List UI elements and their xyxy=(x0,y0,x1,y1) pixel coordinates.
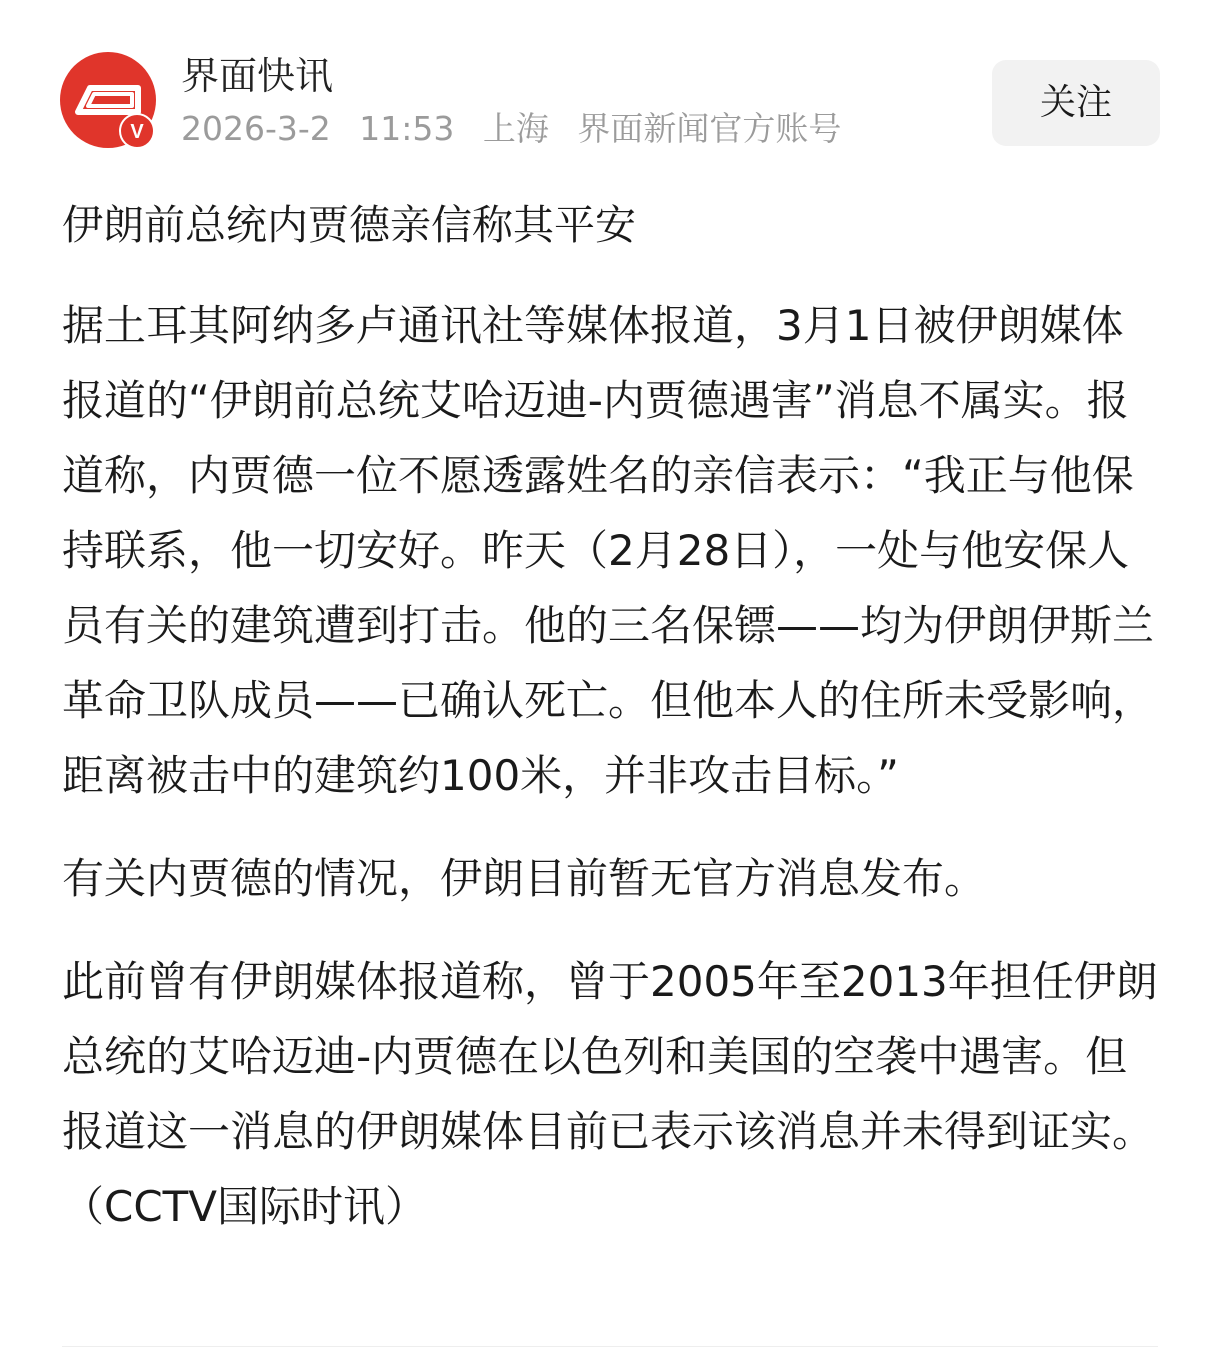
svg-text:V: V xyxy=(130,121,144,143)
article-paragraph: 有关内贾德的情况，伊朗目前暂无官方消息发布。 xyxy=(62,854,987,903)
article-headline: 伊朗前总统内贾德亲信称其平安 xyxy=(62,201,636,249)
post-date: 2026-3-2 xyxy=(181,109,331,148)
account-type: 界面新闻官方账号 xyxy=(577,109,842,148)
post-location: 上海 xyxy=(482,109,549,148)
post-meta xyxy=(181,106,841,152)
divider xyxy=(62,1346,1158,1347)
article-paragraph: 此前曾有伊朗媒体报道称，曾于2005年至2013年担任伊朗总统的艾哈迈迪-内贾德在以色列和美国的空袭中遇害。但报道这一消息的伊朗媒体目前已表示该消息并未得到证实。（CCTV国际时讯） xyxy=(62,957,1158,1231)
verified-badge-icon xyxy=(119,113,155,149)
account-name[interactable]: 界面快讯 xyxy=(181,54,334,98)
article-body xyxy=(62,190,1162,1272)
post-header xyxy=(0,0,1220,160)
follow-button[interactable]: 关注 xyxy=(992,60,1160,146)
post-time: 11:53 xyxy=(359,109,455,148)
article-paragraph: 据土耳其阿纳多卢通讯社等媒体报道，3月1日被伊朗媒体报道的“伊朗前总统艾哈迈迪-内贾德遇害”消息不属实。报道称，内贾德一位不愿透露姓名的亲信表示：“我正与他保持联系，他一切安好。昨天（2月28日），一处与他安保人员有关的建筑遭到打击。他的三名保镖——均为伊朗伊斯兰革命卫队成员——已确认死亡。但他本人的住所未受影响，距离被击中的建筑约100米，并非攻击目标。” xyxy=(62,301,1155,800)
